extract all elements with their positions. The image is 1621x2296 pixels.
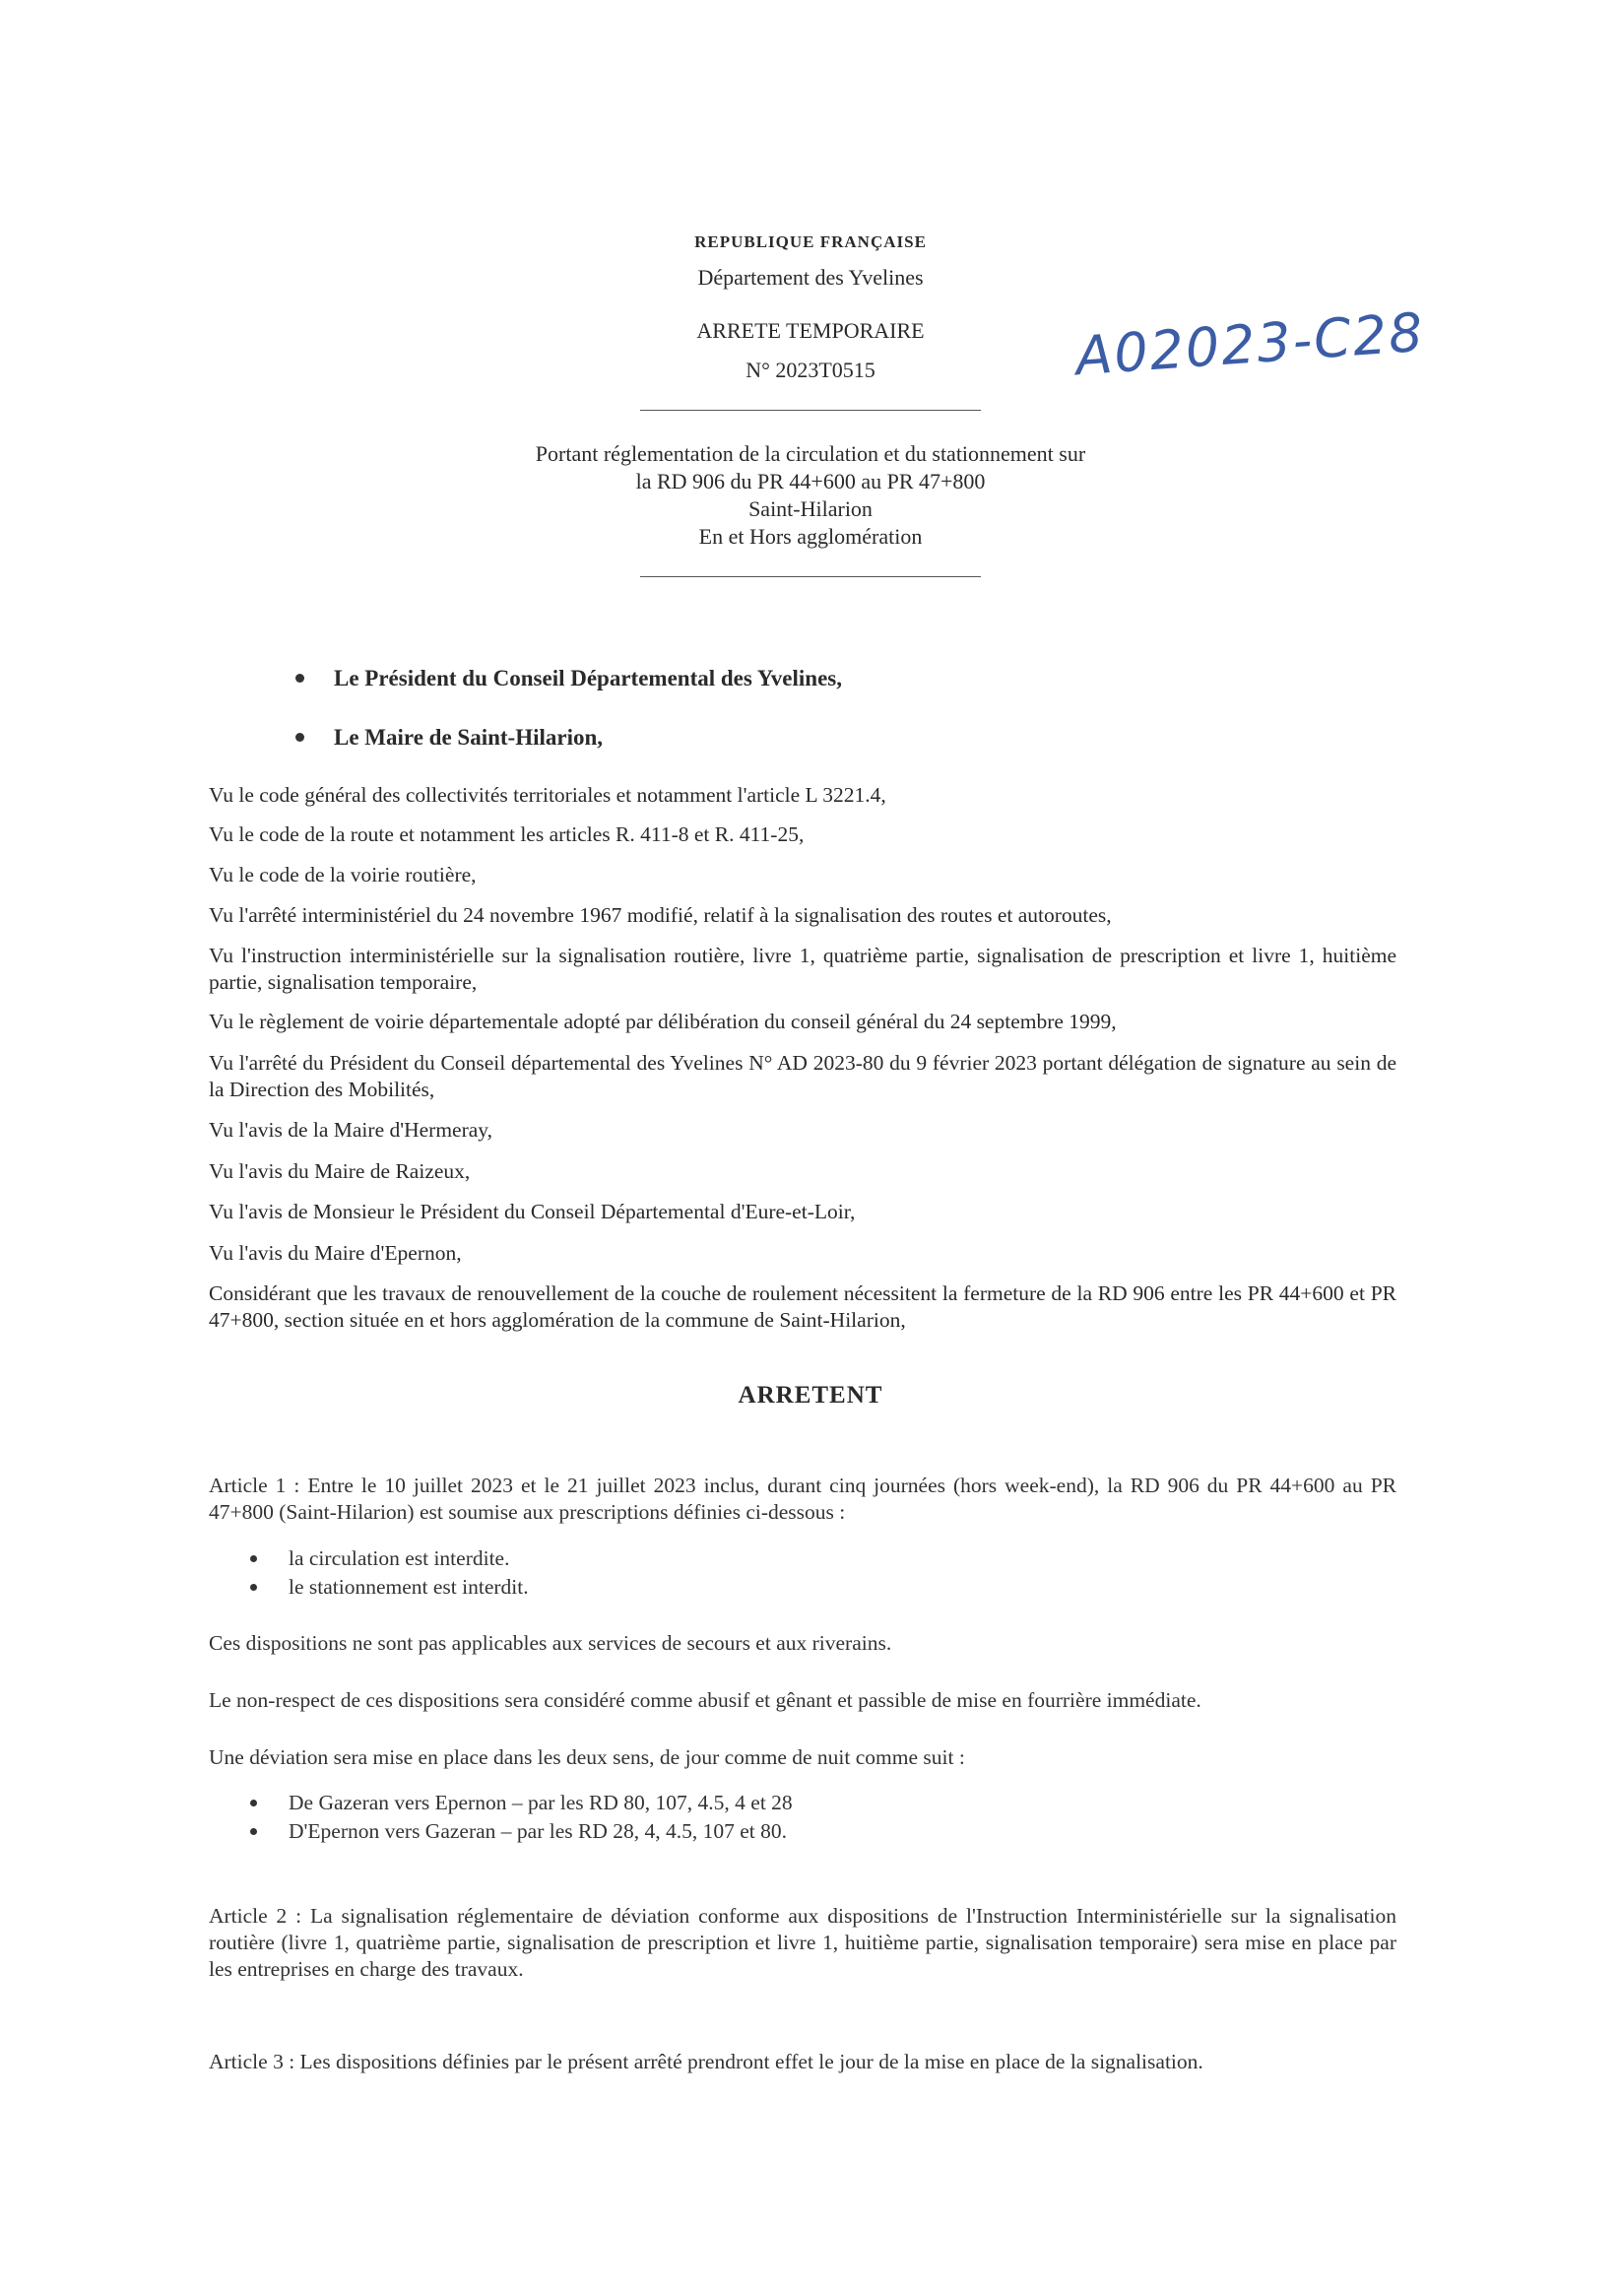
consideration-item: Vu le règlement de voirie départementale adopté par délibération du conseil général du 24 septembre 1999, — [209, 1010, 1117, 1033]
deviation-text: D'Epernon vers Gazeran – par les RD 28, 4, 4.5, 107 et 80. — [289, 1819, 788, 1843]
consideration-item: Vu le code de la route et notamment les articles R. 411-8 et R. 411-25, — [209, 822, 805, 846]
decree-type: ARRETE TEMPORAIRE — [696, 318, 925, 343]
authority-mayor — [295, 723, 603, 753]
article-2: Article 2 : La signalisation réglementaire de déviation conforme aux dispositions de l'Instruction Interministérielle sur la signalisation routière (livre 1, quatrième partie, signalisation de prescription et livre 1, huitième partie, signalisation temporaire) sera mise en place par les entreprises en charge des travaux. — [209, 1904, 1396, 1981]
bullet-icon — [250, 1828, 257, 1835]
bullet-icon — [250, 1584, 257, 1591]
authority-president — [295, 664, 842, 693]
consideration-item: Vu le code général des collectivités territoriales et notamment l'article L 3221.4, — [209, 783, 886, 807]
article-1-penalty: Le non-respect de ces dispositions sera considéré comme abusif et gênant et passible de mise en fourrière immédiate. — [209, 1688, 1201, 1712]
article-1: Article 1 : Entre le 10 juillet 2023 et le 21 juillet 2023 inclus, durant cinq journées (hors week-end), la RD 906 du PR 44+600 au PR 47+800 (Saint-Hilarion) est soumise aux prescriptions définies ci-dessous : — [209, 1474, 1396, 1524]
decree-number: N° 2023T0515 — [746, 358, 875, 382]
department-name: Département des Yvelines — [697, 265, 924, 290]
consideration-item: Considérant que les travaux de renouvellement de la couche de roulement nécessitent la fermeture de la RD 906 entre les PR 44+600 et PR 47+800, section située en et hors agglomération de la commune de Saint-Hilarion, — [209, 1281, 1396, 1332]
consideration-item: Vu l'instruction interministérielle sur la signalisation routière, livre 1, quatrième partie, signalisation de prescription et livre 1, huitième partie, signalisation temporaire, — [209, 944, 1396, 994]
consideration-item: Vu l'avis du Maire de Raizeux, — [209, 1159, 471, 1183]
article-3: Article 3 : Les dispositions définies par le présent arrêté prendront effet le jour de la mise en place de la signalisation. — [209, 2050, 1203, 2073]
deviation-text: De Gazeran vers Epernon – par les RD 80, 107, 4.5, 4 et 28 — [289, 1791, 793, 1814]
subject-line-1: Portant réglementation de la circulation et du stationnement sur — [535, 441, 1086, 466]
deviation-item — [250, 1789, 793, 1816]
bullet-icon — [250, 1555, 257, 1562]
consideration-item: Vu l'arrêté interministériel du 24 novembre 1967 modifié, relatif à la signalisation des routes et autoroutes, — [209, 903, 1112, 927]
consideration-item: Vu le code de la voirie routière, — [209, 863, 477, 886]
prescription-text: le stationnement est interdit. — [289, 1575, 529, 1599]
consideration-item: Vu l'avis de la Maire d'Hermeray, — [209, 1118, 493, 1142]
subject-line-3: Saint-Hilarion — [748, 496, 873, 521]
authority-text: Le Président du Conseil Départemental des Yvelines, — [334, 666, 842, 690]
deviation-item — [250, 1817, 787, 1845]
prescription-item — [250, 1544, 509, 1572]
article-1-exemption: Ces dispositions ne sont pas applicables aux services de secours et aux riverains. — [209, 1631, 892, 1655]
article-1-deviation-intro: Une déviation sera mise en place dans les deux sens, de jour comme de nuit comme suit : — [209, 1745, 965, 1769]
header-divider — [640, 410, 981, 411]
republic-heading: REPUBLIQUE FRANÇAISE — [694, 232, 927, 251]
bullet-icon — [250, 1800, 257, 1806]
consideration-item: Vu l'avis de Monsieur le Président du Conseil Départemental d'Eure-et-Loir, — [209, 1200, 856, 1223]
consideration-item: Vu l'arrêté du Président du Conseil départemental des Yvelines N° AD 2023-80 du 9 février 2023 portant délégation de signature au sein de la Direction des Mobilités, — [209, 1051, 1396, 1101]
authority-text: Le Maire de Saint-Hilarion, — [334, 725, 604, 750]
subject-line-4: En et Hors agglomération — [698, 524, 923, 549]
subject-divider — [640, 576, 981, 577]
bullet-icon — [295, 674, 304, 683]
subject-line-2: la RD 906 du PR 44+600 au PR 47+800 — [635, 469, 986, 493]
prescription-text: la circulation est interdite. — [289, 1546, 510, 1570]
handwritten-reference: A02023-C28 — [1073, 300, 1427, 388]
bullet-icon — [295, 733, 304, 742]
prescription-item — [250, 1573, 529, 1601]
consideration-item: Vu l'avis du Maire d'Epernon, — [209, 1241, 462, 1265]
decision-heading: ARRETENT — [738, 1382, 883, 1409]
